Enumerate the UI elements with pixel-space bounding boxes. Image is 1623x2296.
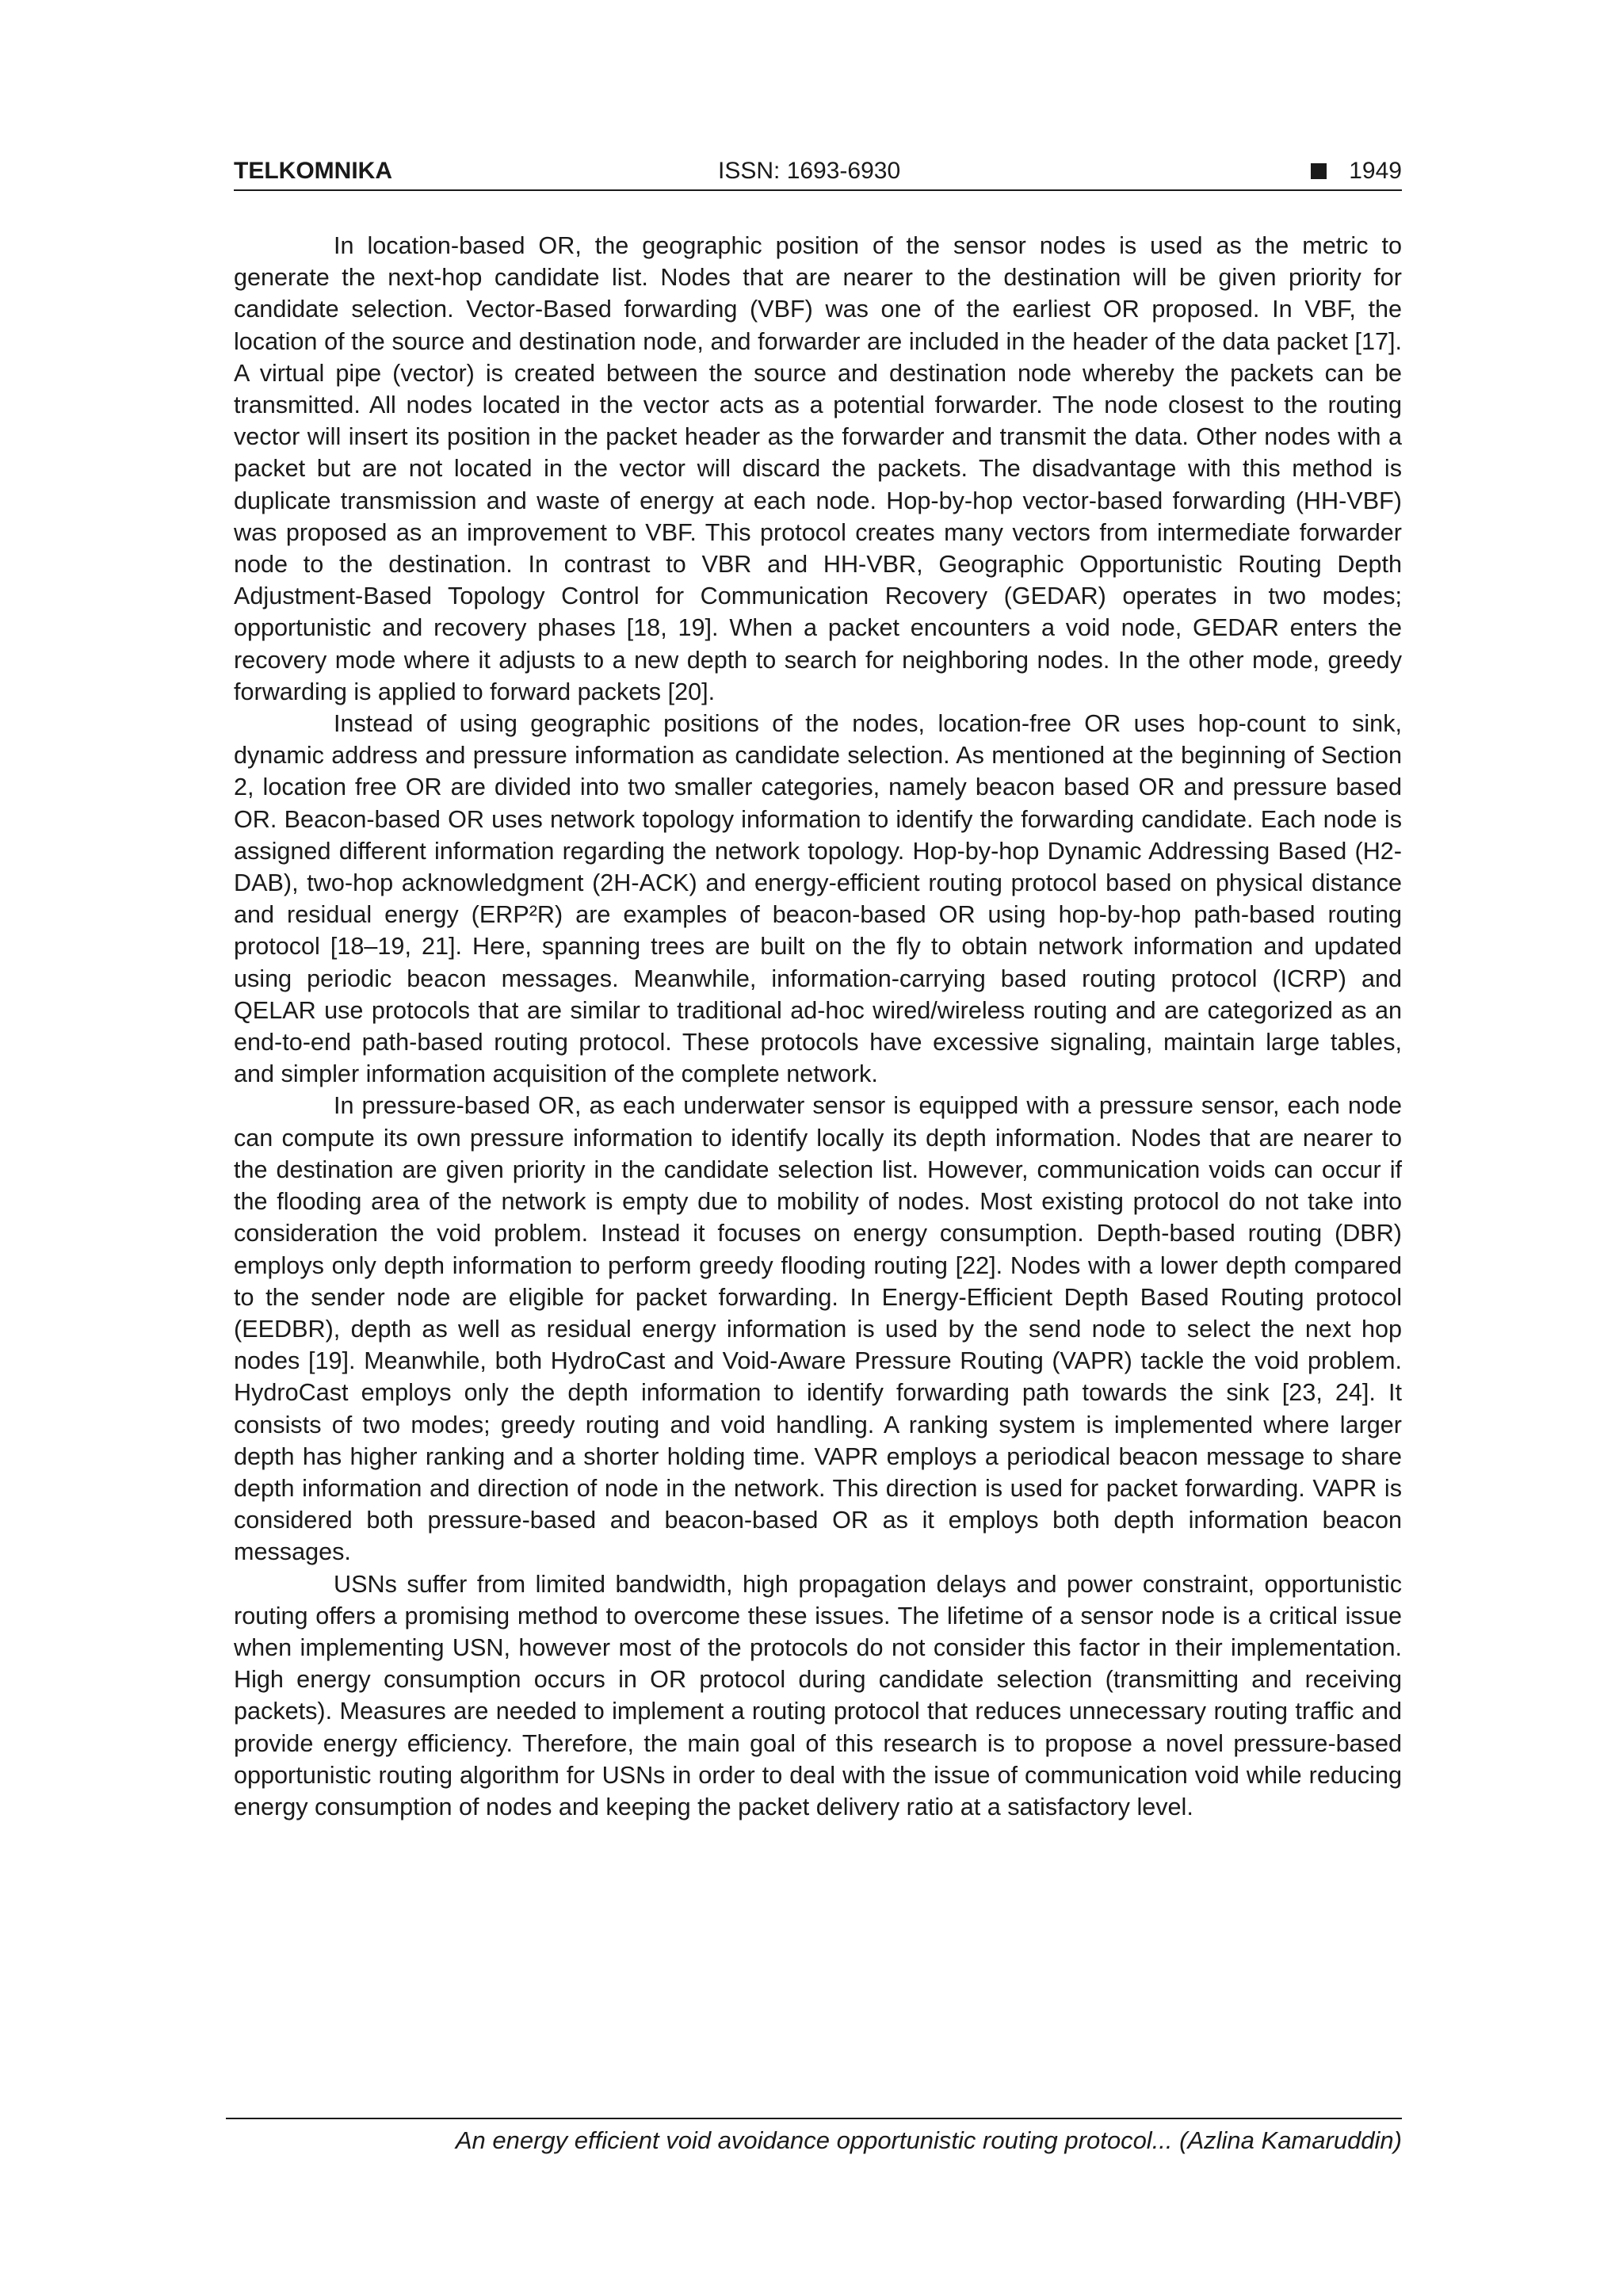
square-bullet-icon (1311, 163, 1327, 179)
page-header (234, 155, 1402, 187)
journal-name: TELKOMNIKA (234, 158, 392, 184)
issn-label: ISSN: 1693-6930 (718, 158, 901, 184)
page-number: 1949 (1349, 158, 1402, 184)
page-number-block (1311, 155, 1402, 187)
paragraph-location-free-or: Instead of using geographic positions of the nodes, location-free OR uses hop-count to sink, dynamic address and pressure information as candidate selection. As mentioned at the beginning of Section 2, location free OR are divided into two smaller categories, namely beacon based OR and pressure based OR. Beacon-based OR uses network topology information to identify the forwarding candidate. Each node is assigned different information regarding the network topology. Hop-by-hop Dynamic Addressing Based (H2-DAB), two-hop acknowledgment (2H-ACK) and energy-efficient routing protocol based on physical distance and residual energy (ERP²R) are examples of beacon-based OR using hop-by-hop path-based routing protocol [18–19, 21]. Here, spanning trees are built on the fly to obtain network information and updated using periodic beacon messages. Meanwhile, information-carrying based routing protocol (ICRP) and QELAR use protocols that are similar to traditional ad-hoc wired/wireless routing and are categorized as an end-to-end path-based routing protocol. These protocols have excessive signaling, maintain large tables, and simpler information acquisition of the complete network. (234, 710, 1402, 1088)
header-divider (234, 189, 1402, 191)
running-footer: An energy efficient void avoidance opportunistic routing protocol... (Azlina Kamaruddin) (455, 2126, 1402, 2154)
footer-divider (226, 2118, 1402, 2119)
paragraph-research-goal: USNs suffer from limited bandwidth, high propagation delays and power constraint, opportunistic routing offers a promising method to overcome these issues. The lifetime of a sensor node is a critical issue when implementing USN, however most of the protocols do not consider this factor in their implementation. High energy consumption occurs in OR protocol during candidate selection (transmitting and receiving packets). Measures are needed to implement a routing protocol that reduces unnecessary routing traffic and provide energy efficiency. Therefore, the main goal of this research is to propose a novel pressure-based opportunistic routing algorithm for USNs in order to deal with the issue of communication void while reducing energy consumption of nodes and keeping the packet delivery ratio at a satisfactory level. (234, 1570, 1402, 1820)
paragraph-location-based-or: In location-based OR, the geographic position of the sensor nodes is used as the metric to generate the next-hop candidate list. Nodes that are nearer to the destination will be given priority for candidate selection. Vector-Based forwarding (VBF) was one of the earliest OR proposed. In VBF, the location of the source and destination node, and forwarder are included in the header of the data packet [17]. A virtual pipe (vector) is created between the source and destination node whereby the packets can be transmitted. All nodes located in the vector acts as a potential forwarder. The node closest to the routing vector will insert its position in the packet header as the forwarder and transmit the data. Other nodes with a packet but are not located in the vector will discard the packets. The disadvantage with this method is duplicate transmission and waste of energy at each node. Hop-by-hop vector-based forwarding (HH-VBF) was proposed as an improvement to VBF. This protocol creates many vectors from intermediate forwarder node to the destination. In contrast to VBR and HH-VBR, Geographic Opportunistic Routing Depth Adjustment-Based Topology Control for Communication Recovery (GEDAR) operates in two modes; opportunistic and recovery phases [18, 19]. When a packet encounters a void node, GEDAR enters the recovery mode where it adjusts to a new depth to search for neighboring nodes. In the other mode, greedy forwarding is applied to forward packets [20]. (234, 232, 1402, 705)
body-text (234, 230, 1402, 1823)
paragraph-pressure-based-or: In pressure-based OR, as each underwater sensor is equipped with a pressure sensor, each node can compute its own pressure information to identify locally its depth information. Nodes that are nearer to the destination are given priority in the candidate selection list. However, communication voids can occur if the flooding area of the network is empty due to mobility of nodes. Most existing protocol do not take into consideration the void problem. Instead it focuses on energy consumption. Depth-based routing (DBR) employs only depth information to perform greedy flooding routing [22]. Nodes with a lower depth compared to the sender node are eligible for packet forwarding. In Energy-Efficient Depth Based Routing protocol (EEDBR), depth as well as residual energy information is used by the send node to select the next hop nodes [19]. Meanwhile, both HydroCast and Void-Aware Pressure Routing (VAPR) tackle the void problem. HydroCast employs only the depth information to identify forwarding path towards the sink [23, 24]. It consists of two modes; greedy routing and void handling. A ranking system is implemented where larger depth has higher ranking and a shorter holding time. VAPR employs a periodical beacon message to share depth information and direction of node in the network. This direction is used for packet forwarding. VAPR is considered both pressure-based and beacon-based OR as it employs both depth information beacon messages. (234, 1092, 1402, 1566)
